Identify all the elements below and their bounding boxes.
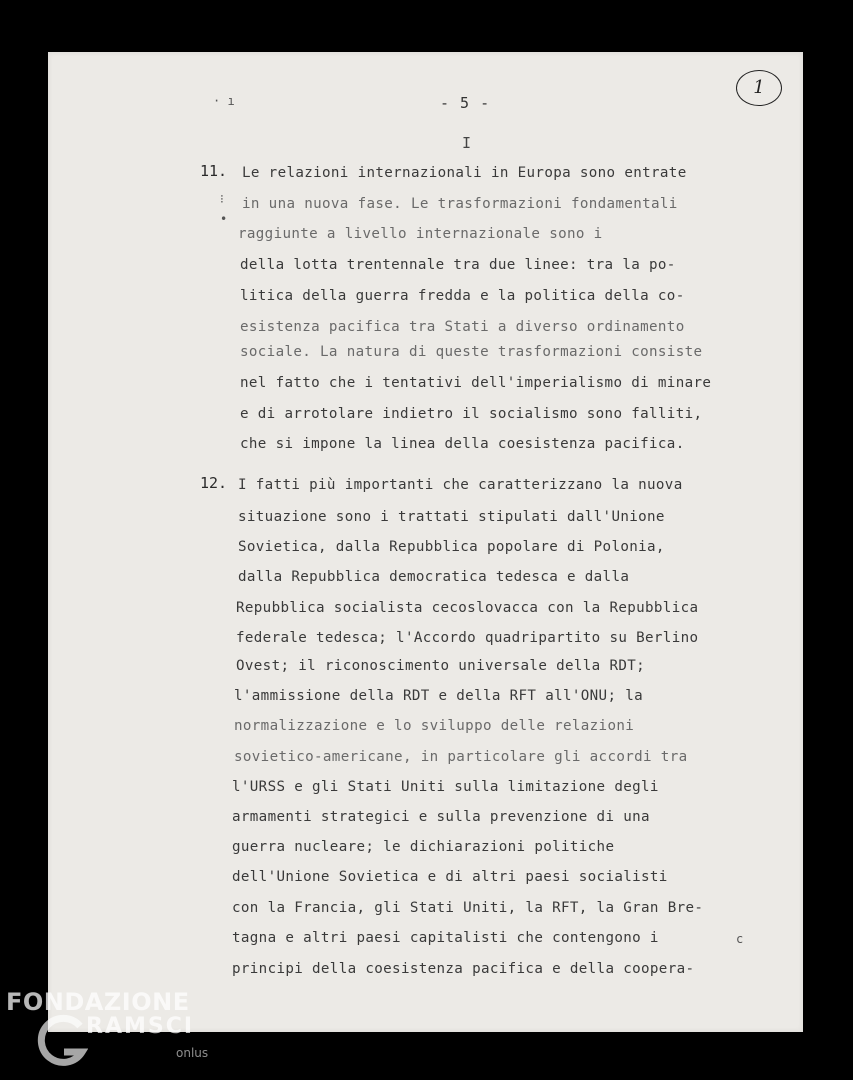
text-line: dalla Repubblica democratica tedesca e dalla [238, 569, 630, 585]
fondazione-gramsci-watermark [6, 988, 226, 1078]
section-heading: I [462, 134, 472, 152]
text-line: l'URSS e gli Stati Uniti sulla limitazione degli [232, 779, 659, 795]
page-number: - 5 - [440, 94, 491, 112]
text-line: armamenti strategici e sulla prevenzione di una [232, 809, 650, 825]
text-line: e di arrotolare indietro il socialismo sono falliti, [240, 406, 703, 422]
margin-mark: • [220, 212, 228, 226]
text-line: esistenza pacifica tra Stati a diverso ordinamento [240, 319, 685, 335]
watermark-onlus: onlus [176, 1046, 209, 1060]
text-line: Le relazioni internazionali in Europa sono entrate [242, 165, 687, 181]
text-line: Repubblica socialista cecoslovacca con la Repubblica [236, 600, 699, 616]
text-line: Sovietica, dalla Repubblica popolare di Polonia, [238, 539, 665, 555]
text-line: sovietico-americane, in particolare gli accordi tra [234, 749, 688, 765]
text-line: I fatti più importanti che caratterizzano la nuova [238, 477, 683, 493]
text-line: Ovest; il riconoscimento universale della RDT; [236, 658, 646, 674]
gramsci-logo-icon [36, 1012, 88, 1074]
text-line: con la Francia, gli Stati Uniti, la RFT, la Gran Bre- [232, 900, 704, 916]
text-line: in una nuova fase. Le trasformazioni fondamentali [242, 196, 678, 212]
handwritten-page-annotation: 1 [736, 70, 782, 106]
margin-mark: · ı [213, 94, 235, 108]
paragraph-number: 12. [200, 474, 228, 492]
watermark-subtitle: RAMSCI [86, 1014, 195, 1039]
paragraph-number: 11. [200, 162, 228, 180]
text-line: sociale. La natura di queste trasformazioni consiste [240, 344, 703, 360]
text-line: della lotta trentennale tra due linee: tra la po- [240, 257, 676, 273]
text-line: tagna e altri paesi capitalisti che contengono i [232, 930, 659, 946]
margin-mark: c [736, 932, 744, 946]
watermark-title: FONDAZIONE [6, 988, 190, 1016]
text-line: principi della coesistenza pacifica e della coopera- [232, 961, 695, 977]
text-line: litica della guerra fredda e la politica della co- [240, 288, 685, 304]
text-line: situazione sono i trattati stipulati dall'Unione [238, 509, 665, 525]
text-line: dell'Unione Sovietica e di altri paesi socialisti [232, 869, 668, 885]
margin-mark: ⁝ [220, 192, 224, 206]
text-line: che si impone la linea della coesistenza pacifica. [240, 436, 685, 452]
text-line: l'ammissione della RDT e della RFT all'ONU; la [234, 688, 644, 704]
text-line: nel fatto che i tentativi dell'imperialismo di minare [240, 375, 712, 391]
document-page [48, 52, 803, 1032]
text-line: guerra nucleare; le dichiarazioni politiche [232, 839, 615, 855]
text-line: normalizzazione e lo sviluppo delle relazioni [234, 718, 635, 734]
text-line: federale tedesca; l'Accordo quadripartito su Berlino [236, 630, 699, 646]
text-line: raggiunte a livello internazionale sono i [238, 226, 603, 242]
